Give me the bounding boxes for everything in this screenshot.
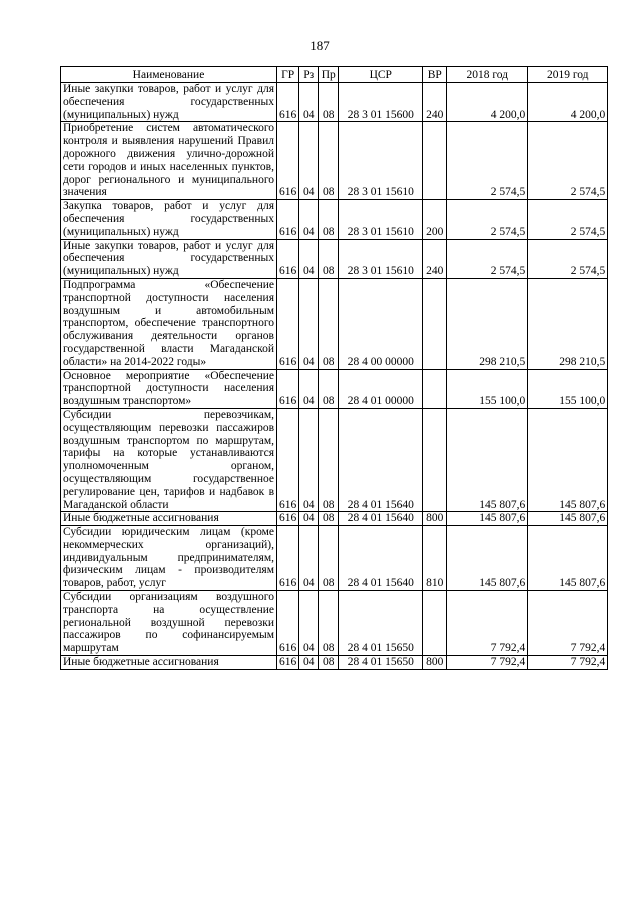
header-csr: ЦСР	[339, 67, 423, 83]
budget-table	[60, 66, 608, 670]
row-2018-cell: 2 574,5	[447, 200, 528, 239]
row-rz-cell: 04	[299, 369, 319, 408]
header-gr: ГР	[277, 67, 299, 83]
row-vr-cell	[423, 278, 447, 369]
row-pr-cell: 08	[319, 83, 339, 122]
row-2019-cell: 145 807,6	[528, 526, 608, 591]
row-gr-cell: 616	[277, 278, 299, 369]
row-vr-cell: 810	[423, 526, 447, 591]
row-pr-cell: 08	[319, 526, 339, 591]
row-csr-cell: 28 3 01 15610	[339, 122, 423, 200]
table-row	[61, 512, 608, 526]
row-name-cell: Закупка товаров, работ и услуг для обеспечения государственных (муниципальных) нужд	[61, 200, 277, 239]
row-csr-cell: 28 4 01 15640	[339, 512, 423, 526]
row-gr-cell: 616	[277, 591, 299, 656]
row-rz-cell: 04	[299, 408, 319, 511]
table-row	[61, 591, 608, 656]
row-vr-cell	[423, 591, 447, 656]
row-gr-cell: 616	[277, 239, 299, 278]
row-rz-cell: 04	[299, 200, 319, 239]
row-2019-cell: 145 807,6	[528, 408, 608, 511]
row-csr-cell: 28 4 00 00000	[339, 278, 423, 369]
table-header-row	[61, 67, 608, 83]
row-pr-cell: 08	[319, 239, 339, 278]
row-rz-cell: 04	[299, 591, 319, 656]
table-row	[61, 369, 608, 408]
row-name-cell: Субсидии юридическим лицам (кроме некоммерческих организаций), индивидуальным предпринимателям, физическим лицам - производителям товаров, работ, услуг	[61, 526, 277, 591]
row-csr-cell: 28 4 01 15650	[339, 591, 423, 656]
row-pr-cell: 08	[319, 369, 339, 408]
row-gr-cell: 616	[277, 526, 299, 591]
header-name: Наименование	[61, 67, 277, 83]
table-row	[61, 83, 608, 122]
row-csr-cell: 28 3 01 15610	[339, 200, 423, 239]
row-gr-cell: 616	[277, 408, 299, 511]
row-pr-cell: 08	[319, 512, 339, 526]
row-2018-cell: 145 807,6	[447, 512, 528, 526]
row-csr-cell: 28 4 01 15640	[339, 408, 423, 511]
row-rz-cell: 04	[299, 512, 319, 526]
table-row	[61, 122, 608, 200]
table-row	[61, 408, 608, 511]
table-row	[61, 526, 608, 591]
header-vr: ВР	[423, 67, 447, 83]
row-2018-cell: 2 574,5	[447, 122, 528, 200]
table-row	[61, 239, 608, 278]
row-name-cell: Иные закупки товаров, работ и услуг для обеспечения государственных (муниципальных) нужд	[61, 83, 277, 122]
row-2018-cell: 145 807,6	[447, 526, 528, 591]
row-pr-cell: 08	[319, 122, 339, 200]
row-rz-cell: 04	[299, 526, 319, 591]
row-name-cell: Субсидии перевозчикам, осуществляющим перевозки пассажиров воздушным транспортом по маршрутам, тарифы на которые устанавливаются уполномоченным органом, осуществляющим государственное регулирование цен, тарифов и надбавок в Магаданской области	[61, 408, 277, 511]
row-2018-cell: 7 792,4	[447, 656, 528, 670]
row-gr-cell: 616	[277, 200, 299, 239]
row-vr-cell	[423, 369, 447, 408]
row-rz-cell: 04	[299, 122, 319, 200]
row-gr-cell: 616	[277, 369, 299, 408]
row-pr-cell: 08	[319, 656, 339, 670]
row-csr-cell: 28 4 01 15650	[339, 656, 423, 670]
table-row	[61, 200, 608, 239]
header-rz: Рз	[299, 67, 319, 83]
row-2018-cell: 155 100,0	[447, 369, 528, 408]
row-vr-cell: 240	[423, 239, 447, 278]
row-vr-cell: 200	[423, 200, 447, 239]
row-name-cell: Иные бюджетные ассигнования	[61, 656, 277, 670]
row-2019-cell: 2 574,5	[528, 122, 608, 200]
row-rz-cell: 04	[299, 239, 319, 278]
row-csr-cell: 28 4 01 00000	[339, 369, 423, 408]
header-pr: Пр	[319, 67, 339, 83]
row-vr-cell: 240	[423, 83, 447, 122]
row-pr-cell: 08	[319, 200, 339, 239]
row-2019-cell: 145 807,6	[528, 512, 608, 526]
table-row	[61, 656, 608, 670]
row-2019-cell: 155 100,0	[528, 369, 608, 408]
row-2019-cell: 4 200,0	[528, 83, 608, 122]
row-csr-cell: 28 3 01 15610	[339, 239, 423, 278]
row-2018-cell: 7 792,4	[447, 591, 528, 656]
row-rz-cell: 04	[299, 278, 319, 369]
header-2018: 2018 год	[447, 67, 528, 83]
row-2019-cell: 298 210,5	[528, 278, 608, 369]
row-vr-cell: 800	[423, 512, 447, 526]
row-2019-cell: 2 574,5	[528, 200, 608, 239]
row-2018-cell: 145 807,6	[447, 408, 528, 511]
row-name-cell: Иные бюджетные ассигнования	[61, 512, 277, 526]
row-pr-cell: 08	[319, 408, 339, 511]
row-name-cell: Основное мероприятие «Обеспечение транспортной доступности населения воздушным транспортом»	[61, 369, 277, 408]
row-gr-cell: 616	[277, 512, 299, 526]
row-pr-cell: 08	[319, 278, 339, 369]
page-number: 187	[310, 38, 330, 53]
row-name-cell: Субсидии организациям воздушного транспорта на осуществление региональной воздушной перевозки пассажиров по софинансируемым маршрутам	[61, 591, 277, 656]
row-vr-cell	[423, 122, 447, 200]
row-vr-cell	[423, 408, 447, 511]
row-csr-cell: 28 3 01 15600	[339, 83, 423, 122]
row-2018-cell: 2 574,5	[447, 239, 528, 278]
row-pr-cell: 08	[319, 591, 339, 656]
row-2019-cell: 2 574,5	[528, 239, 608, 278]
row-2018-cell: 298 210,5	[447, 278, 528, 369]
row-vr-cell: 800	[423, 656, 447, 670]
row-rz-cell: 04	[299, 83, 319, 122]
header-2019: 2019 год	[528, 67, 608, 83]
row-rz-cell: 04	[299, 656, 319, 670]
row-gr-cell: 616	[277, 122, 299, 200]
row-gr-cell: 616	[277, 83, 299, 122]
row-name-cell: Подпрограмма «Обеспечение транспортной доступности населения воздушным и автомобильным транспортом, обеспечение транспортного обслуживания деятельности органов государственной власти Магаданской области» на 2014-2022 годы»	[61, 278, 277, 369]
row-csr-cell: 28 4 01 15640	[339, 526, 423, 591]
row-name-cell: Приобретение систем автоматического контроля и выявления нарушений Правил дорожного движения улично-дорожной сети городов и иных населенных пунктов, дорог регионального и муниципального значения	[61, 122, 277, 200]
row-2018-cell: 4 200,0	[447, 83, 528, 122]
row-2019-cell: 7 792,4	[528, 656, 608, 670]
row-name-cell: Иные закупки товаров, работ и услуг для обеспечения государственных (муниципальных) нужд	[61, 239, 277, 278]
table-row	[61, 278, 608, 369]
row-gr-cell: 616	[277, 656, 299, 670]
row-2019-cell: 7 792,4	[528, 591, 608, 656]
